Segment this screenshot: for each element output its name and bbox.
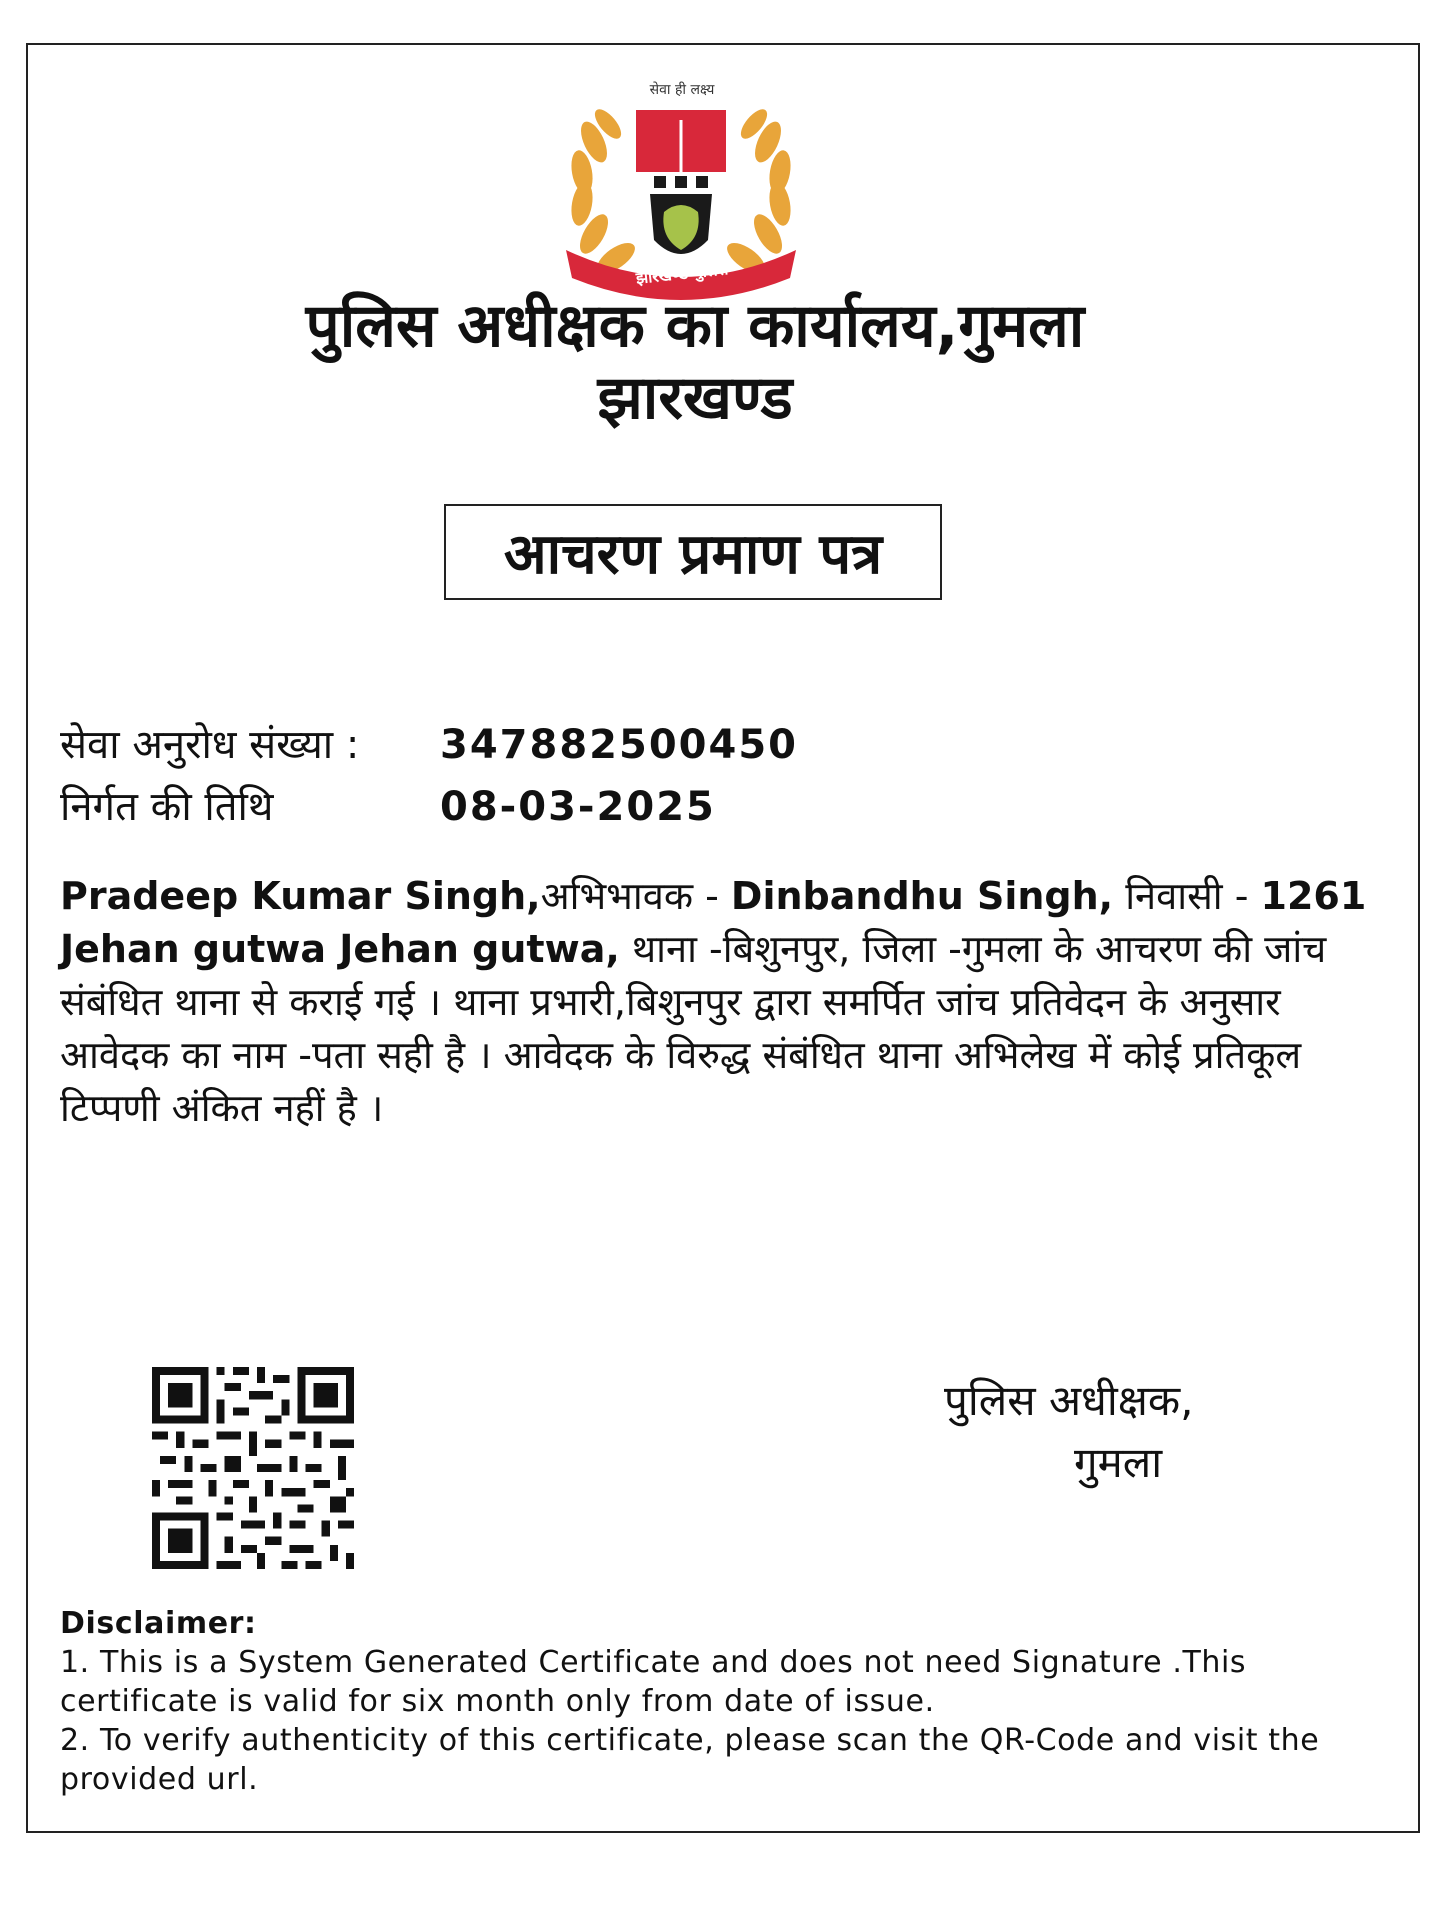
verification-text: थाना -बिशुनपुर, जिला -गुमला के आचरण की जांच संबंधित थाना से कराई गई । थाना प्रभारी,बिशुनपुर द्वारा समर्पित जांच प्रतिवेदन के अनुसार आवेदक का नाम -पता सही है । आवेदक के विरुद्ध संबंधित थाना अभिलेख में कोई प्रतिकूल टिप्पणी अंकित नहीं है । [60, 927, 1327, 1130]
service-request-row [60, 720, 798, 770]
signatory-title: पुलिस अधीक्षक, [944, 1376, 1194, 1425]
service-request-value: 347882500450 [440, 722, 798, 768]
disclaimer-item-1: 1. This is a System Generated Certificate and does not need Signature .This certificate is valid for six month only from date of issue. [60, 1645, 1247, 1719]
office-state: झारखण्ड [597, 363, 793, 433]
disclaimer [60, 1604, 1390, 1799]
signatory-district: गुमला [1074, 1438, 1163, 1487]
certificate-body [60, 870, 1380, 1135]
certificate-title: आचरण प्रमाण पत्र [444, 504, 942, 600]
logo-motto: सेवा ही लक्ष्य [649, 82, 715, 98]
guardian-name: Dinbandhu Singh, [730, 874, 1114, 918]
office-header [0, 290, 1390, 434]
logo-ribbon-text: झारखण्ड पुलिस [635, 259, 730, 288]
issue-date-label: निर्गत की तिथि [60, 784, 274, 830]
issue-date-value: 08-03-2025 [440, 784, 716, 830]
office-name: पुलिस अधीक्षक का कार्यालय,गुमला [305, 291, 1085, 361]
qr-code-icon [152, 1367, 354, 1569]
applicant-name: Pradeep Kumar Singh, [60, 874, 541, 918]
guardian-label: अभिभावक - [540, 874, 731, 918]
service-request-label: सेवा अनुरोध संख्या : [60, 722, 360, 768]
disclaimer-item-2: 2. To verify authenticity of this certificate, please scan the QR-Code and visit the provided url. [60, 1723, 1320, 1797]
resident-label: निवासी - [1125, 874, 1261, 918]
applicant-address: 1261 Jehan gutwa Jehan gutwa, [60, 874, 1367, 971]
signatory-block [944, 1370, 1193, 1494]
issue-date-row [60, 782, 716, 832]
disclaimer-heading: Disclaimer: [60, 1606, 257, 1641]
